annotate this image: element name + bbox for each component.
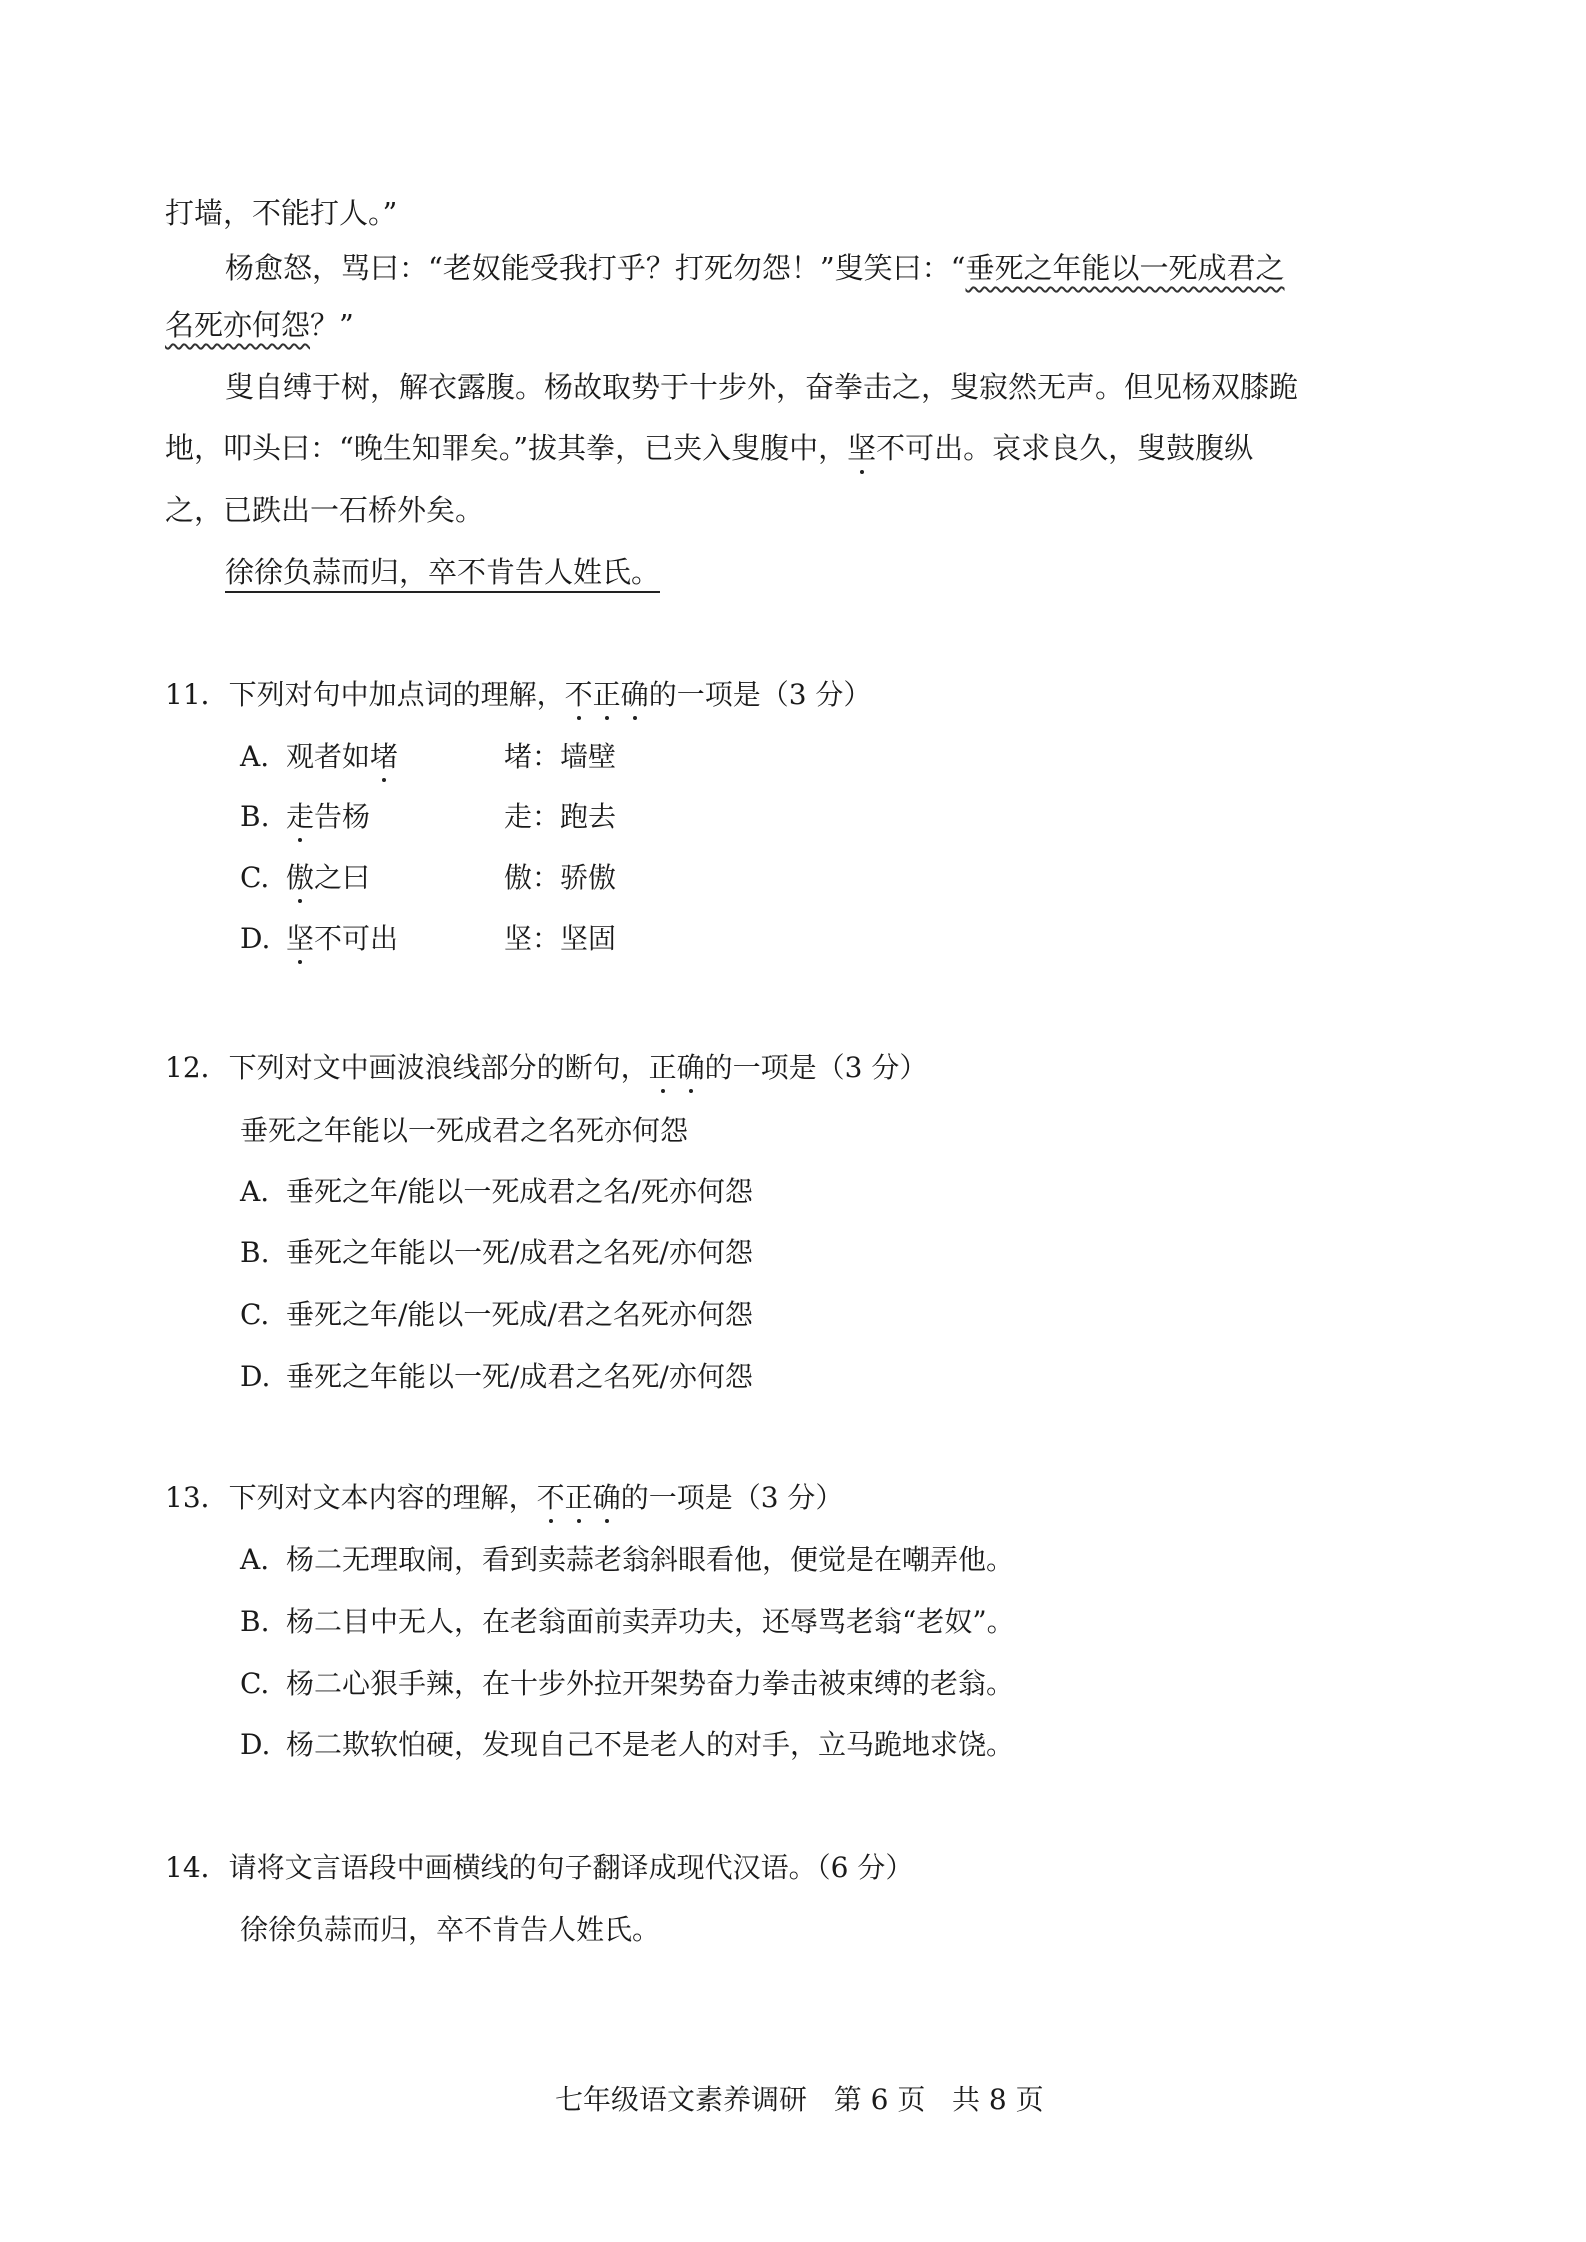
question-13-option-d: D. 杨二欺软怕硬，发现自己不是老人的对手，立马跪地求饶。 (240, 1728, 1015, 1761)
passage-line-4: 叟自缚于树，解衣露腹。杨故取势于十步外，奋拳击之，叟寂然无声。但见杨双膝跪 (225, 370, 1299, 404)
question-13-option-b: B. 杨二目中无人，在老翁面前卖弄功夫，还辱骂老翁“老奴”。 (240, 1605, 1015, 1638)
question-13-option-a: A. 杨二无理取闹，看到卖蒜老翁斜眼看他，便觉是在嘲弄他。 (240, 1543, 1015, 1576)
passage-line-3: 名死亦何怨？” (165, 308, 354, 342)
question-11-option-d: D. 坚不可出 坚：坚固 (240, 922, 617, 955)
dotted-char: 坚 (847, 431, 877, 465)
underlined-sentence: 徐徐负蒜而归，卒不肯告人姓氏。 (225, 555, 660, 593)
question-11-option-a: A. 观者如堵 堵：墙壁 (240, 740, 617, 773)
question-12-option-c: C. 垂死之年/能以一死成/君之名死亦何怨 (240, 1298, 753, 1331)
question-11-stem: 11．下列对句中加点词的理解，不正确的一项是（3 分） (165, 678, 872, 711)
passage-line-7 (225, 552, 660, 592)
page-footer: 七年级语文素养调研 第 6 页 共 8 页 (555, 2083, 1044, 2116)
passage-line-6: 之，已跌出一石桥外矣。 (165, 493, 485, 527)
question-11-option-b: B. 走告杨 走：跑去 (240, 800, 617, 833)
question-14-sentence: 徐徐负蒜而归，卒不肯告人姓氏。 (240, 1913, 661, 1946)
question-12-option-b: B. 垂死之年能以一死/成君之名死/亦何怨 (240, 1236, 753, 1269)
question-14-stem: 14．请将文言语段中画横线的句子翻译成现代汉语。（6 分） (165, 1851, 914, 1884)
passage-line-1: 打墙，不能打人。” (165, 196, 398, 230)
question-12-option-a: A. 垂死之年/能以一死成君之名/死亦何怨 (240, 1175, 753, 1208)
question-12-stem: 12．下列对文中画波浪线部分的断句，正确的一项是（3 分） (165, 1051, 928, 1084)
question-12-sentence: 垂死之年能以一死成君之名死亦何怨 (240, 1114, 689, 1147)
question-13-stem: 13．下列对文本内容的理解，不正确的一项是（3 分） (165, 1481, 844, 1514)
wavy-underlined-text: 垂死之年能以一死成君之 (965, 251, 1285, 285)
passage-line-2: 杨愈怒，骂曰：“老奴能受我打乎？打死勿怨！”叟笑曰：“垂死之年能以一死成君之 (225, 251, 1285, 285)
wavy-underlined-text: 名死亦何怨 (165, 308, 311, 342)
question-13-option-c: C. 杨二心狠手辣，在十步外拉开架势奋力拳击被束缚的老翁。 (240, 1667, 1015, 1700)
passage-line-5: 地，叩头曰：“晚生知罪矣。”拔其拳，已夹入叟腹中，坚不可出。哀求良久，叟鼓腹纵 (165, 431, 1254, 465)
question-12-option-d: D. 垂死之年能以一死/成君之名死/亦何怨 (240, 1360, 753, 1393)
question-11-option-c: C. 傲之曰 傲：骄傲 (240, 861, 617, 894)
